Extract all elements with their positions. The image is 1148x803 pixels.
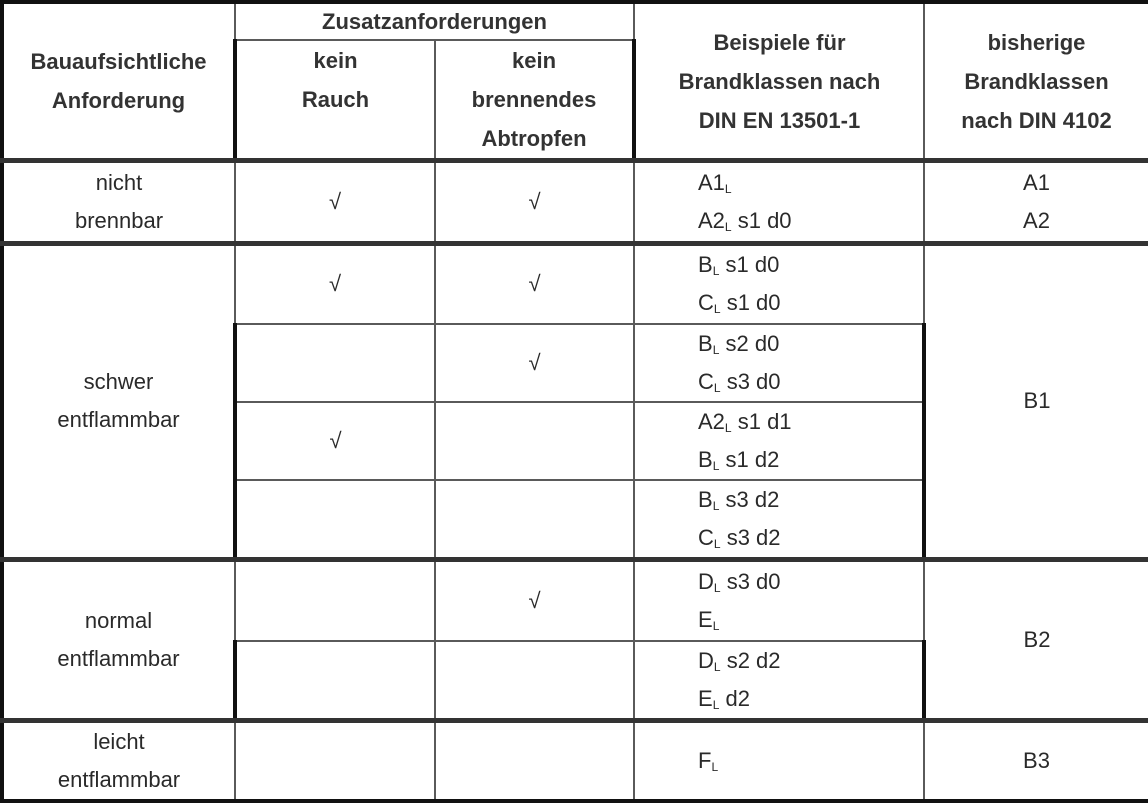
class-letter: C	[698, 368, 714, 394]
class-letter: D	[698, 648, 714, 673]
class-subscript: L	[712, 342, 720, 357]
fire-class	[698, 363, 922, 401]
no-dripping-check: √	[435, 161, 634, 244]
class-letter: D	[698, 568, 714, 594]
fire-class-examples	[634, 480, 924, 560]
fire-class	[698, 441, 922, 479]
fire-class	[698, 403, 922, 441]
class-suffix: s2 d0	[719, 330, 780, 356]
fire-class	[698, 680, 922, 718]
class-suffix: s3 d2	[720, 524, 781, 550]
requirement-label: leicht entflammbar	[2, 721, 235, 802]
header-no-dripping: kein brennendes Abtropfen	[435, 40, 634, 161]
no-dripping-check	[435, 641, 634, 721]
fire-class-examples	[634, 324, 924, 402]
class-suffix: s1 d0	[719, 252, 780, 278]
no-smoke-check	[235, 641, 435, 721]
table-row	[2, 161, 1148, 244]
class-letter: C	[698, 290, 714, 316]
class-subscript: L	[724, 420, 732, 435]
no-smoke-check: √	[235, 161, 435, 244]
header-requirement: Bauaufsichtliche Anforderung	[2, 2, 235, 161]
no-dripping-check	[435, 480, 634, 560]
header-din-4102: bisherige Brandklassen nach DIN 4102	[924, 2, 1148, 161]
fire-class	[698, 601, 923, 639]
class-subscript: L	[724, 182, 732, 196]
fire-class	[698, 642, 922, 680]
class-subscript: L	[711, 760, 719, 774]
fire-class	[698, 164, 923, 202]
requirement-label: schwer entflammbar	[2, 244, 235, 560]
class-suffix: s3 d0	[720, 368, 781, 394]
class-subscript: L	[724, 220, 732, 234]
class-letter: B	[698, 252, 713, 278]
class-letter: B	[698, 486, 713, 512]
requirement-label: normal entflammbar	[2, 559, 235, 721]
class-suffix: s1 d1	[731, 408, 792, 434]
no-smoke-check: √	[235, 402, 435, 480]
table-row	[2, 559, 1148, 641]
table-body	[2, 161, 1148, 802]
class-letter: B	[698, 446, 713, 472]
class-suffix: s3 d0	[720, 568, 781, 594]
class-subscript: L	[712, 264, 720, 279]
class-letter: B	[698, 330, 713, 356]
fire-class-examples	[634, 559, 924, 641]
fire-class	[698, 742, 923, 780]
class-suffix: s1 d0	[731, 208, 792, 233]
fire-class	[698, 202, 923, 240]
fire-class	[698, 246, 923, 284]
class-subscript: L	[712, 458, 720, 473]
fire-class	[698, 325, 922, 363]
class-subscript: L	[712, 698, 720, 712]
header-din-en-13501: Beispiele für Brandklassen nach DIN EN 13501-1	[634, 2, 924, 161]
class-suffix: s3 d2	[719, 486, 780, 512]
no-dripping-check	[435, 402, 634, 480]
no-smoke-check: √	[235, 244, 435, 324]
class-subscript: L	[713, 580, 721, 595]
fire-class-examples	[634, 402, 924, 480]
class-letter: A2	[698, 208, 725, 233]
fire-class	[698, 284, 923, 322]
no-dripping-check: √	[435, 244, 634, 324]
table-row	[2, 244, 1148, 324]
fire-class-examples	[634, 244, 924, 324]
old-fire-class: B2	[924, 559, 1148, 721]
class-suffix: d2	[719, 686, 750, 711]
class-letter: F	[698, 748, 712, 773]
class-subscript: L	[713, 660, 721, 674]
class-suffix: s1 d0	[720, 290, 781, 316]
no-dripping-check: √	[435, 559, 634, 641]
class-subscript: L	[712, 618, 720, 633]
fire-class	[698, 519, 922, 557]
old-fire-class: B3	[924, 721, 1148, 802]
header-no-smoke: kein Rauch	[235, 40, 435, 161]
requirement-label: nicht brennbar	[2, 161, 235, 244]
fire-class	[698, 563, 923, 601]
class-subscript: L	[713, 380, 721, 395]
no-smoke-check	[235, 324, 435, 402]
no-dripping-check: √	[435, 324, 634, 402]
class-subscript: L	[712, 498, 720, 513]
class-letter: E	[698, 606, 713, 632]
class-subscript: L	[713, 536, 721, 551]
old-fire-class: A1 A2	[924, 161, 1148, 244]
class-letter: A1	[698, 170, 725, 195]
no-smoke-check	[235, 480, 435, 560]
class-letter: A2	[698, 408, 725, 434]
no-smoke-check	[235, 559, 435, 641]
fire-class-examples	[634, 641, 924, 721]
class-suffix: s2 d2	[720, 648, 781, 673]
fire-class	[698, 481, 922, 519]
fire-class-examples	[634, 161, 924, 244]
class-subscript: L	[713, 302, 721, 317]
class-letter: C	[698, 524, 714, 550]
old-fire-class: B1	[924, 244, 1148, 560]
header-additional-requirements: Zusatzanforderungen	[235, 2, 634, 40]
class-letter: E	[698, 686, 713, 711]
class-suffix: s1 d2	[719, 446, 780, 472]
